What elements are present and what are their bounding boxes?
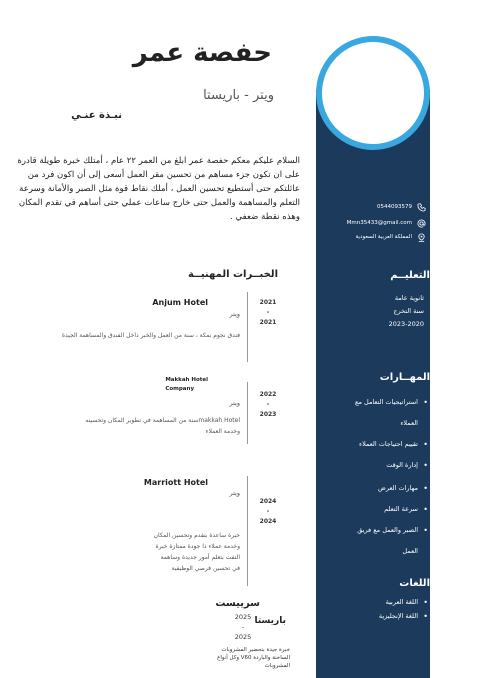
contact-phone (340, 202, 426, 212)
skills-list (316, 398, 428, 568)
profile-photo (322, 42, 424, 144)
experience-heading: الخبــرات المهنيــة (187, 269, 278, 280)
job-subtitle: ويتر (229, 310, 240, 318)
job-dates (254, 497, 282, 527)
about-text: السلام عليكم معكم حفصة عمر ابلغ من العمر ٢٢ عام ، أمتلك خبرة طويلة قادرة على ان تكون جزء مساهم من تحسين مقر العمل أسعى إلى أن اكون فرد من عائلتكم حتى أستطيع تحسين العمل ، أملك نقاط قوة مثل الصبر والأمانة وسرعة التعلم والمساهمة والعمل حتى خارج ساعات عملي حتى أساهم في تقدم المكان وهذه نقطة ضعفي . (17, 156, 300, 222)
last-job-role: باريستا (254, 616, 286, 626)
job-dates (254, 390, 282, 420)
timeline-line (247, 292, 248, 362)
contact-email (340, 218, 426, 228)
about-heading: نبـذة عنـي (71, 110, 122, 121)
skill-item: • سرعة التعلم (316, 505, 428, 526)
education-years: 2023-2020 (388, 320, 424, 328)
job-start: 2021 (259, 299, 277, 306)
education-heading: التعليــم (390, 270, 430, 281)
job-desc-line: التفت بتعلم أمور جديدة وساهمة (160, 554, 240, 561)
person-role: ويتر - باريستا (203, 88, 274, 103)
contact-location (340, 232, 426, 242)
job-desc: فندق نجوم بمكة ، سنة من العمل والخبر داخل الفندق والمساهمة الجيدة (61, 332, 240, 339)
timeline-line (247, 382, 248, 444)
job-end: 2021 (259, 319, 277, 326)
phone-icon (416, 202, 426, 212)
skill-item: • تقييم احتياجات العملاء (316, 440, 428, 461)
job-desc-line: وخدمة عملاء ذا جودة ممتازة خبرة (155, 543, 240, 550)
skill-item-continued: العمل (402, 547, 418, 555)
skill-item: • استراتيجيات التعامل مع (316, 398, 428, 419)
language-item: • اللغة العربية (316, 598, 428, 612)
skill-item: • إدارة الوقت (316, 461, 428, 484)
job-subtitle: ويتر (229, 489, 240, 497)
job-title: Anjum Hotel (152, 298, 208, 307)
education-school: ثانوية عامة (394, 294, 424, 302)
job-desc-line: makkah Hotelسنة من المساهمة في تطوير المكان وتحسينه (85, 417, 240, 424)
job-end: 2023 (259, 411, 277, 418)
job-title-line: Makkah Hotel (165, 377, 208, 383)
date-dash: - (266, 508, 270, 515)
date-dash: - (241, 623, 245, 631)
at-icon (416, 218, 426, 228)
location-icon (416, 232, 426, 242)
skill-item: • مهارات العرض (316, 484, 428, 505)
timeline-line (247, 476, 248, 586)
person-name: حفصة عمر (132, 38, 272, 68)
job-desc-line: خبرة ساعدة بتقدم وتحسين المكان (153, 532, 240, 539)
last-job-desc: خبرة جيدة بتحضير المشروبات الساخنة والباردة V60 وكل أنواع المشروبات (217, 647, 290, 669)
skill-item-continued: العملاء (400, 419, 418, 427)
job-subtitle: ويتر (229, 399, 240, 407)
languages-heading: اللغات (399, 578, 430, 589)
email-text: Mmn35433@gmail.com (346, 220, 412, 226)
job-start: 2022 (259, 391, 277, 398)
last-job-title: سرييست (215, 598, 260, 609)
job-desc-line: في تحسين فرصي الوظيفية (171, 565, 240, 572)
phone-text: 0544093579 (377, 204, 412, 210)
location-text: المملكة العربية السعودية (355, 234, 412, 240)
job-end: 2024 (259, 518, 277, 525)
date-dash: - (266, 309, 270, 316)
skill-item: • الصبر والعمل مع فريق (316, 526, 428, 547)
skills-heading: المهــارات (379, 372, 430, 383)
job-end: 2025 (234, 633, 252, 641)
education-grad-label: سنة التخرج (393, 307, 424, 315)
job-title (165, 376, 208, 394)
job-title: Marriott Hotel (143, 478, 208, 487)
job-desc (154, 530, 240, 574)
date-dash: - (266, 401, 270, 408)
job-start: 2025 (234, 613, 252, 621)
job-title-line: Company (165, 386, 195, 392)
languages-list (316, 598, 428, 626)
job-desc-line: وخدمة العملاء (205, 428, 240, 435)
job-desc (85, 415, 240, 437)
language-item: • اللغة الإنجليزية (316, 612, 428, 626)
job-start: 2024 (259, 498, 277, 505)
job-dates (254, 298, 282, 328)
